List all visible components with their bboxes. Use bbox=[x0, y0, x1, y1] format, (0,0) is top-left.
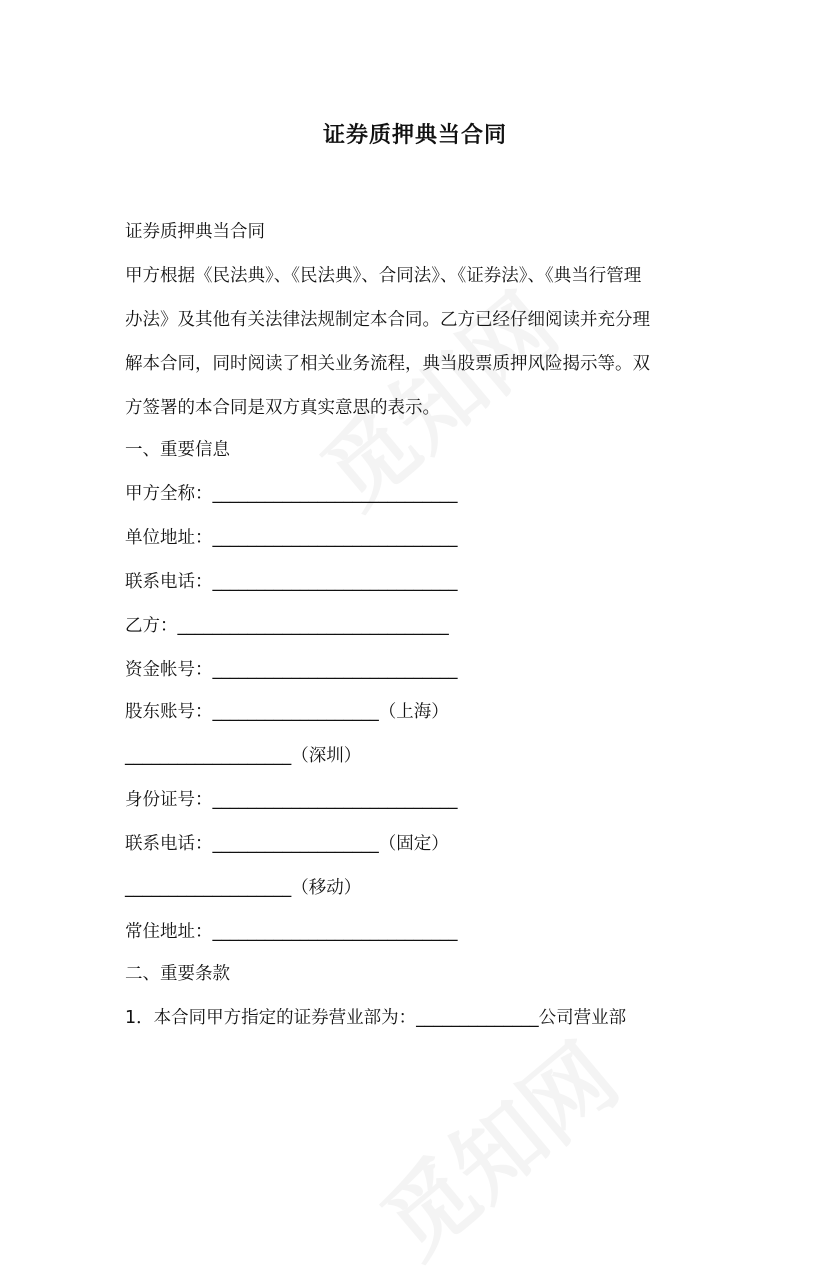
section-heading-important-clauses: 二、重要条款 bbox=[125, 964, 230, 984]
intro-line: 解本合同，同时阅读了相关业务流程，典当股票质押风险揭示等。双 bbox=[125, 354, 650, 374]
intro-line: 甲方根据《民法典》、《民法典》、合同法》、《证券法》、《典当行管理 bbox=[125, 266, 642, 286]
field-company-address: 单位地址：____________________________ bbox=[125, 528, 458, 548]
field-id-number: 身份证号：____________________________ bbox=[125, 790, 458, 810]
field-contact-phone: 联系电话：____________________________ bbox=[125, 572, 458, 592]
section-heading-important-info: 一、重要信息 bbox=[125, 440, 230, 460]
field-party-a-name: 甲方全称：____________________________ bbox=[125, 484, 458, 504]
field-party-b: 乙方：_______________________________ bbox=[125, 616, 449, 636]
field-phone-mobile: ___________________（移动） bbox=[125, 878, 362, 898]
intro-line: 办法》及其他有关法律法规制定本合同。乙方已经仔细阅读并充分理 bbox=[125, 310, 650, 330]
watermark bbox=[350, 1008, 640, 1281]
intro-line: 方签署的本合同是双方真实意思的表示。 bbox=[125, 398, 440, 418]
field-permanent-address: 常住地址：____________________________ bbox=[125, 922, 458, 942]
document-subtitle: 证券质押典当合同 bbox=[125, 222, 265, 242]
field-shareholder-account-shenzhen: ___________________（深圳） bbox=[125, 746, 362, 766]
field-phone-landline: 联系电话：___________________（固定） bbox=[125, 834, 449, 854]
clause-1: 1．本合同甲方指定的证券营业部为：______________公司营业部 bbox=[125, 1008, 627, 1028]
field-fund-account: 资金帐号：____________________________ bbox=[125, 660, 458, 680]
field-shareholder-account-shanghai: 股东账号：___________________（上海） bbox=[125, 702, 449, 722]
document-title: 证券质押典当合同 bbox=[322, 123, 507, 148]
